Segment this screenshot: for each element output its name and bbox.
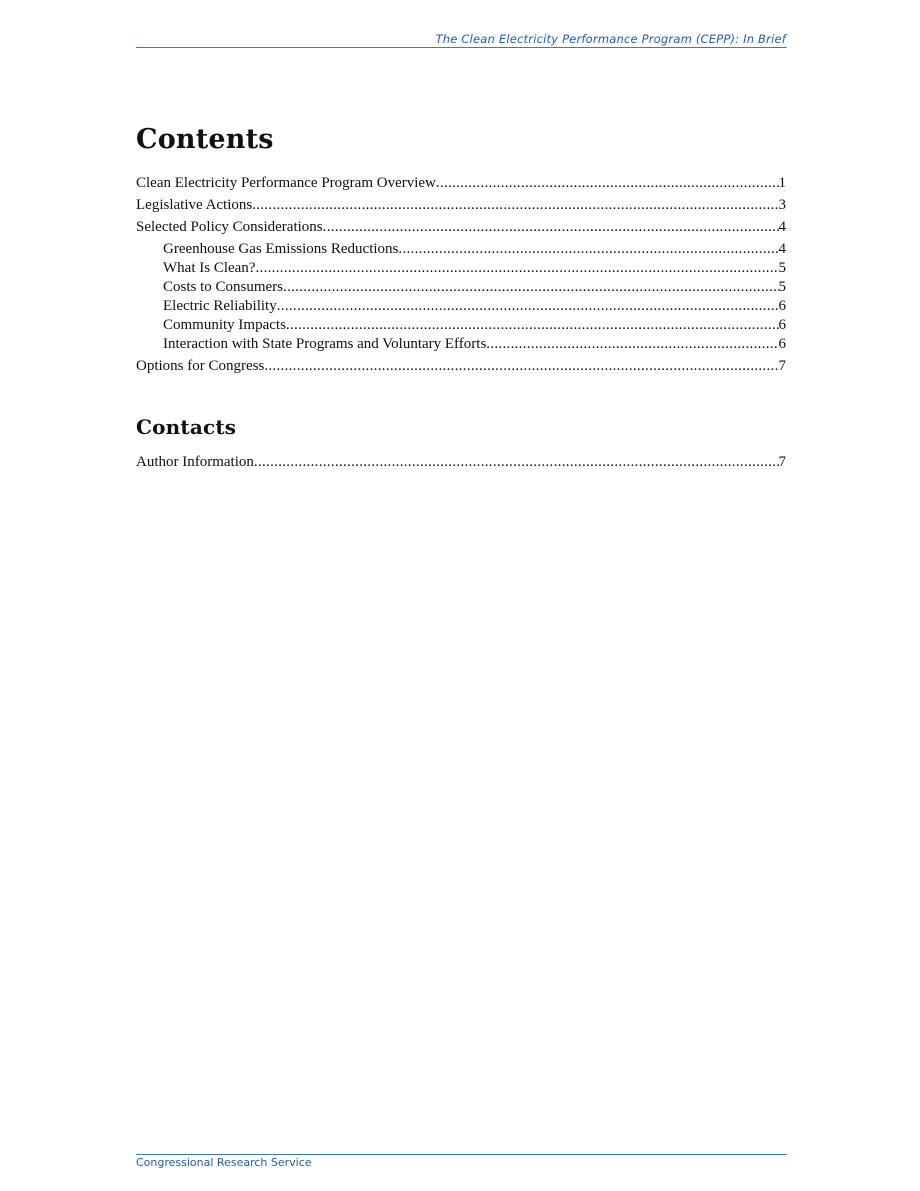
- toc-dot-leader: [283, 278, 778, 297]
- toc-page-number: 5: [778, 279, 786, 295]
- toc-dot-leader: [398, 240, 778, 259]
- toc-dot-leader: [254, 453, 779, 472]
- toc-page-number: 1: [778, 175, 786, 191]
- toc-dot-leader: [277, 297, 779, 316]
- toc-entry-label: Greenhouse Gas Emissions Reductions: [163, 241, 399, 257]
- toc-page-number: 6: [778, 336, 786, 352]
- toc-entry-program-overview[interactable]: [136, 174, 786, 196]
- toc-entry-what-is-clean[interactable]: [136, 259, 786, 278]
- toc-entry-label: Options for Congress: [136, 358, 265, 374]
- contents-heading: Contents: [136, 124, 274, 155]
- toc-page-number: 3: [778, 197, 786, 213]
- toc-entry-label: Costs to Consumers: [163, 279, 284, 295]
- toc-entry-label: Community Impacts: [163, 317, 286, 333]
- toc-entry-costs-to-consumers[interactable]: [136, 278, 786, 297]
- toc-entry-label: Interaction with State Programs and Voluntary Efforts: [163, 336, 487, 352]
- toc-entry-electric-reliability[interactable]: [136, 297, 786, 316]
- toc-page-number: 7: [778, 454, 786, 470]
- toc-entry-author-information[interactable]: [136, 453, 786, 475]
- toc-entry-label: Electric Reliability: [163, 298, 277, 314]
- footer-divider: [136, 1154, 787, 1155]
- toc-entry-label: Clean Electricity Performance Program Overview: [136, 175, 436, 191]
- toc-page-number: 6: [778, 298, 786, 314]
- toc-dot-leader: [255, 259, 778, 278]
- toc-page-number: 5: [778, 260, 786, 276]
- toc-entry-state-programs[interactable]: [136, 335, 786, 354]
- toc-entry-label: What Is Clean?: [163, 260, 256, 276]
- toc-page-number: 4: [778, 219, 786, 235]
- toc-entry-community-impacts[interactable]: [136, 316, 786, 335]
- toc-dot-leader: [323, 218, 779, 237]
- table-of-contents: [136, 174, 786, 379]
- toc-dot-leader: [252, 196, 778, 215]
- contacts-heading: Contacts: [136, 415, 237, 439]
- running-header-title: The Clean Electricity Performance Program (CEPP): In Brief: [435, 32, 786, 46]
- toc-page-number: 7: [778, 358, 786, 374]
- toc-entry-options-for-congress[interactable]: [136, 357, 786, 379]
- header-divider: [136, 47, 787, 48]
- toc-page-number: 4: [778, 241, 786, 257]
- footer-organization: Congressional Research Service: [136, 1156, 312, 1169]
- toc-entry-label: Author Information: [136, 454, 254, 470]
- toc-dot-leader: [264, 357, 778, 376]
- toc-dot-leader: [286, 316, 779, 335]
- toc-page-number: 6: [778, 317, 786, 333]
- toc-entry-label: Legislative Actions: [136, 197, 253, 213]
- contacts-list: [136, 453, 786, 475]
- toc-entry-ghg-reductions[interactable]: [136, 240, 786, 259]
- toc-entry-label: Selected Policy Considerations: [136, 219, 323, 235]
- toc-entry-policy-considerations[interactable]: [136, 218, 786, 240]
- toc-dot-leader: [436, 174, 779, 193]
- toc-dot-leader: [486, 335, 778, 354]
- toc-entry-legislative-actions[interactable]: [136, 196, 786, 218]
